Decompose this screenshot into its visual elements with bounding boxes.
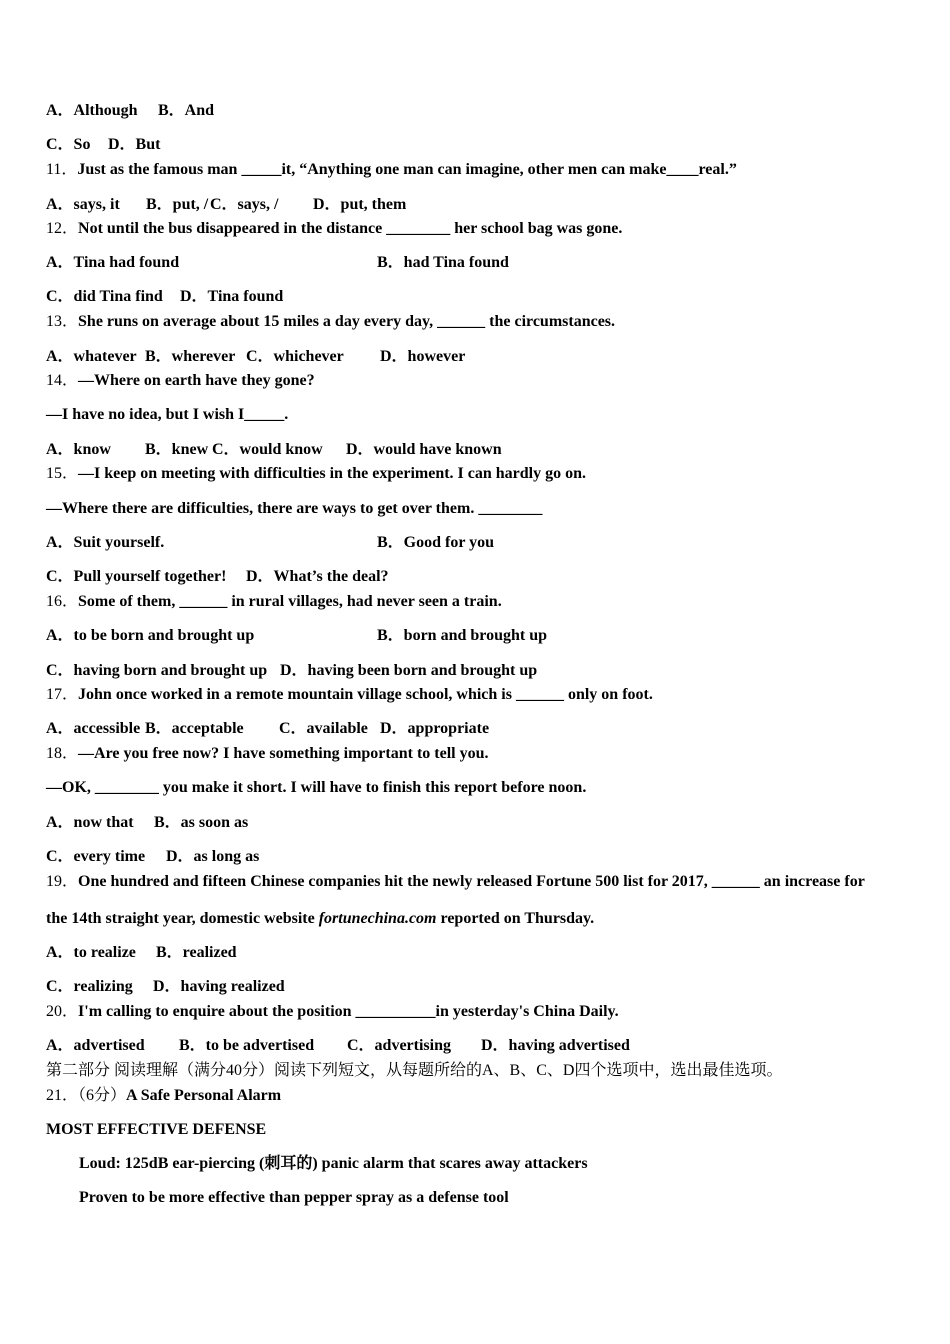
question-text: John once worked in a remote mountain village school, which is ______ only on foot.: [78, 686, 653, 703]
option-b: B．put, /: [146, 196, 209, 213]
question-number: 11．: [46, 161, 78, 178]
option-c: C．every time: [46, 848, 146, 865]
option-a: A．advertised: [46, 1037, 145, 1054]
passage-heading: MOST EFFECTIVE DEFENSE: [46, 1121, 267, 1138]
question-20-stem: [46, 1002, 619, 1022]
option-d: D．would have known: [346, 441, 502, 458]
option-c: C．would know: [212, 441, 323, 458]
option-a: A．now that: [46, 814, 134, 831]
option-d: D．having realized: [153, 978, 285, 995]
question-text: I'm calling to enquire about the position __________in yesterday's China Daily.: [78, 1003, 619, 1020]
option-b: B．realized: [156, 944, 237, 961]
question-14-reply: [46, 405, 288, 425]
option-b: B．as soon as: [154, 814, 249, 831]
option-c: C．whichever: [246, 348, 344, 365]
question-18-reply: [46, 778, 586, 798]
question-text: Not until the bus disappeared in the distance ________ her school bag was gone.: [78, 220, 623, 237]
option-c: C．having born and brought up: [46, 662, 268, 679]
question-text-before: the 14th straight year, domestic website: [46, 910, 319, 927]
option-c: C．Pull yourself together!: [46, 568, 227, 585]
option-d: D．having been born and brought up: [280, 662, 538, 679]
question-number: 13．: [46, 313, 79, 330]
question-text: —Are you free now? I have something important to tell you.: [78, 745, 489, 762]
option-a: A．accessible: [46, 720, 141, 737]
question-number: 14．: [46, 372, 79, 389]
question-number: 20．: [46, 1003, 79, 1020]
question-number: 19．: [46, 873, 79, 890]
option-a: A．Tina had found: [46, 254, 180, 271]
question-number: 18．: [46, 745, 79, 762]
question-14-stem: [46, 371, 315, 391]
option-a: A．to be born and brought up: [46, 627, 255, 644]
option-c: C．advertising: [347, 1037, 452, 1054]
question-16-stem: [46, 592, 502, 612]
option-a: A．Although: [46, 102, 138, 119]
option-d: D．having advertised: [481, 1037, 630, 1054]
question-13-stem: [46, 312, 615, 332]
question-number: 12．: [46, 220, 79, 237]
option-b: B．wherever: [145, 348, 236, 365]
option-c: C．did Tina find: [46, 288, 163, 305]
question-12-stem: [46, 219, 622, 239]
option-a: A．Suit yourself.: [46, 534, 165, 551]
option-b: B．had Tina found: [377, 254, 509, 271]
question-text-after: reported on Thursday.: [436, 910, 595, 927]
website-name: fortunechina.com: [318, 910, 437, 927]
question-text: —Where on earth have they gone?: [78, 372, 315, 389]
dialogue-reply: —OK, ________ you make it short. I will have to finish this report before noon.: [46, 779, 587, 796]
option-c: C．available: [279, 720, 368, 737]
option-a: A．whatever: [46, 348, 137, 365]
question-18-stem: [46, 744, 489, 764]
question-text: Just as the famous man _____it, “Anything one man can imagine, other men can make____real.”: [77, 161, 737, 178]
dialogue-reply: —I have no idea, but I wish I_____.: [46, 406, 289, 423]
option-d: D．Tina found: [180, 288, 284, 305]
option-b: B．knew: [145, 441, 209, 458]
option-b: B．Good for you: [377, 534, 495, 551]
option-c: C．says, /: [210, 196, 279, 213]
question-text: Some of them, ______ in rural villages, had never seen a train.: [78, 593, 502, 610]
passage-line: Proven to be more effective than pepper spray as a defense tool: [79, 1189, 509, 1206]
option-d: D．But: [108, 136, 161, 153]
question-19-stem-continued: [46, 909, 594, 929]
question-text: She runs on average about 15 miles a day every day, ______ the circumstances.: [78, 313, 616, 330]
option-d: D．as long as: [166, 848, 260, 865]
option-c: C．So: [46, 136, 91, 153]
option-d: D．however: [380, 348, 466, 365]
question-15-reply: [46, 499, 542, 519]
section-title: 第二部分 阅读理解（满分40分）阅读下列短文，从每题所给的A、B、C、D四个选项中，选出最佳选项。: [46, 1062, 783, 1079]
question-number: 17．: [46, 686, 79, 703]
option-d: D．What’s the deal?: [246, 568, 389, 585]
question-number: 16．: [46, 593, 79, 610]
question-11-stem: [46, 160, 737, 180]
option-a: A．says, it: [46, 196, 120, 213]
option-b: B．to be advertised: [179, 1037, 315, 1054]
option-d: D．appropriate: [380, 720, 490, 737]
passage-header: [46, 1086, 281, 1106]
question-19-stem: [46, 872, 865, 892]
question-15-stem: [46, 464, 586, 484]
passage-line: Loud: 125dB ear-piercing (刺耳的) panic alarm that scares away attackers: [79, 1155, 588, 1172]
question-text: —I keep on meeting with difficulties in the experiment. I can hardly go on.: [78, 465, 587, 482]
question-number: 15．: [46, 465, 79, 482]
question-text: One hundred and fifteen Chinese companies hit the newly released Fortune 500 list for 2017, ______ an increase for: [78, 873, 865, 890]
question-17-stem: [46, 685, 653, 705]
option-b: B．And: [158, 102, 215, 119]
dialogue-reply: —Where there are difficulties, there are ways to get over them. ________: [46, 500, 543, 517]
passage-title: A Safe Personal Alarm: [126, 1087, 282, 1104]
option-a: A．know: [46, 441, 111, 458]
option-b: B．born and brought up: [377, 627, 548, 644]
option-d: D．put, them: [313, 196, 407, 213]
option-b: B．acceptable: [145, 720, 244, 737]
option-a: A．to realize: [46, 944, 136, 961]
option-c: C．realizing: [46, 978, 133, 995]
passage-number: 21．（6分）: [46, 1087, 127, 1104]
